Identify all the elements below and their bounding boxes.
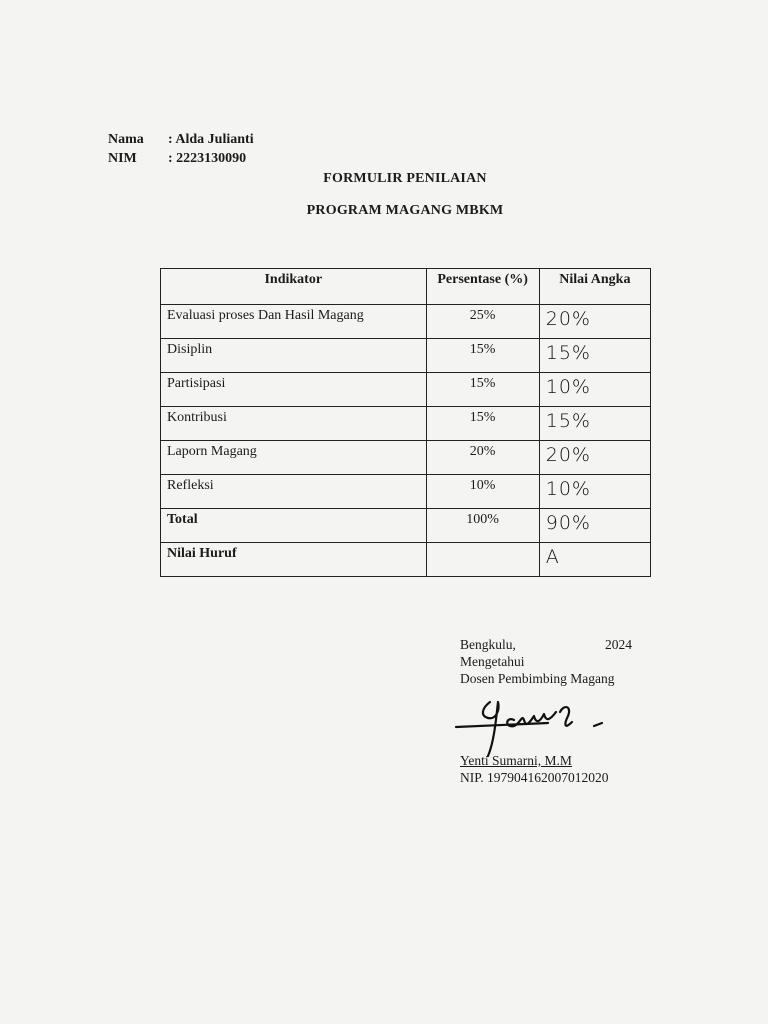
name-label: Nama [108,132,144,147]
persentase-cell: 15% [426,407,539,441]
header-persentase: Persentase (%) [426,269,539,305]
header-indikator: Indikator [161,269,427,305]
nilai-handwritten: 10% [539,373,650,407]
nilai-huruf-empty [426,543,539,577]
indikator-cell: Partisipasi [161,373,427,407]
nilai-handwritten: 15% [539,407,650,441]
nilai-handwritten: 15% [539,339,650,373]
nilai-handwritten: 20% [539,441,650,475]
name-row [108,130,254,149]
total-row [161,509,651,543]
signer-block [460,752,609,786]
indikator-cell: Refleksi [161,475,427,509]
total-persentase: 100% [426,509,539,543]
total-label: Total [161,509,427,543]
place-date-line [460,636,632,653]
persentase-cell: 20% [426,441,539,475]
indikator-cell: Kontribusi [161,407,427,441]
table-row [161,475,651,509]
table-header-row [161,269,651,305]
name-value: : Alda Julianti [168,132,254,147]
header-nilai-angka: Nilai Angka [539,269,650,305]
indikator-cell: Disiplin [161,339,427,373]
persentase-cell: 15% [426,373,539,407]
persentase-cell: 15% [426,339,539,373]
indikator-cell: Evaluasi proses Dan Hasil Magang [161,305,427,339]
handwritten-signature [452,690,632,760]
table-row [161,373,651,407]
nilai-handwritten: 10% [539,475,650,509]
nilai-huruf-label: Nilai Huruf [161,543,427,577]
indikator-cell: Laporn Magang [161,441,427,475]
nilai-handwritten: 20% [539,305,650,339]
nim-value: : 2223130090 [168,151,247,166]
approval-block [460,636,632,687]
nim-row [108,149,254,168]
persentase-cell: 10% [426,475,539,509]
grade-table [160,268,651,577]
nilai-huruf-row [161,543,651,577]
acknowledged-text: Mengetahui [460,654,525,669]
supervisor-nip: NIP. 197904162007012020 [460,770,609,785]
program-title: PROGRAM MAGANG MBKM [306,203,504,218]
total-nilai-handwritten: 90% [539,509,650,543]
table-row [161,407,651,441]
nilai-huruf-handwritten: A [539,543,650,577]
year-text: 2024 [605,637,632,652]
nim-label: NIM [108,151,137,166]
form-title: FORMULIR PENILAIAN [323,171,487,186]
table-row [161,339,651,373]
student-identity [108,130,254,168]
supervisor-name: Yenti Sumarni, M.M [460,753,572,768]
persentase-cell: 25% [426,305,539,339]
place-text: Bengkulu, [460,637,516,652]
supervisor-role: Dosen Pembimbing Magang [460,671,615,686]
table-row [161,305,651,339]
table-row [161,441,651,475]
